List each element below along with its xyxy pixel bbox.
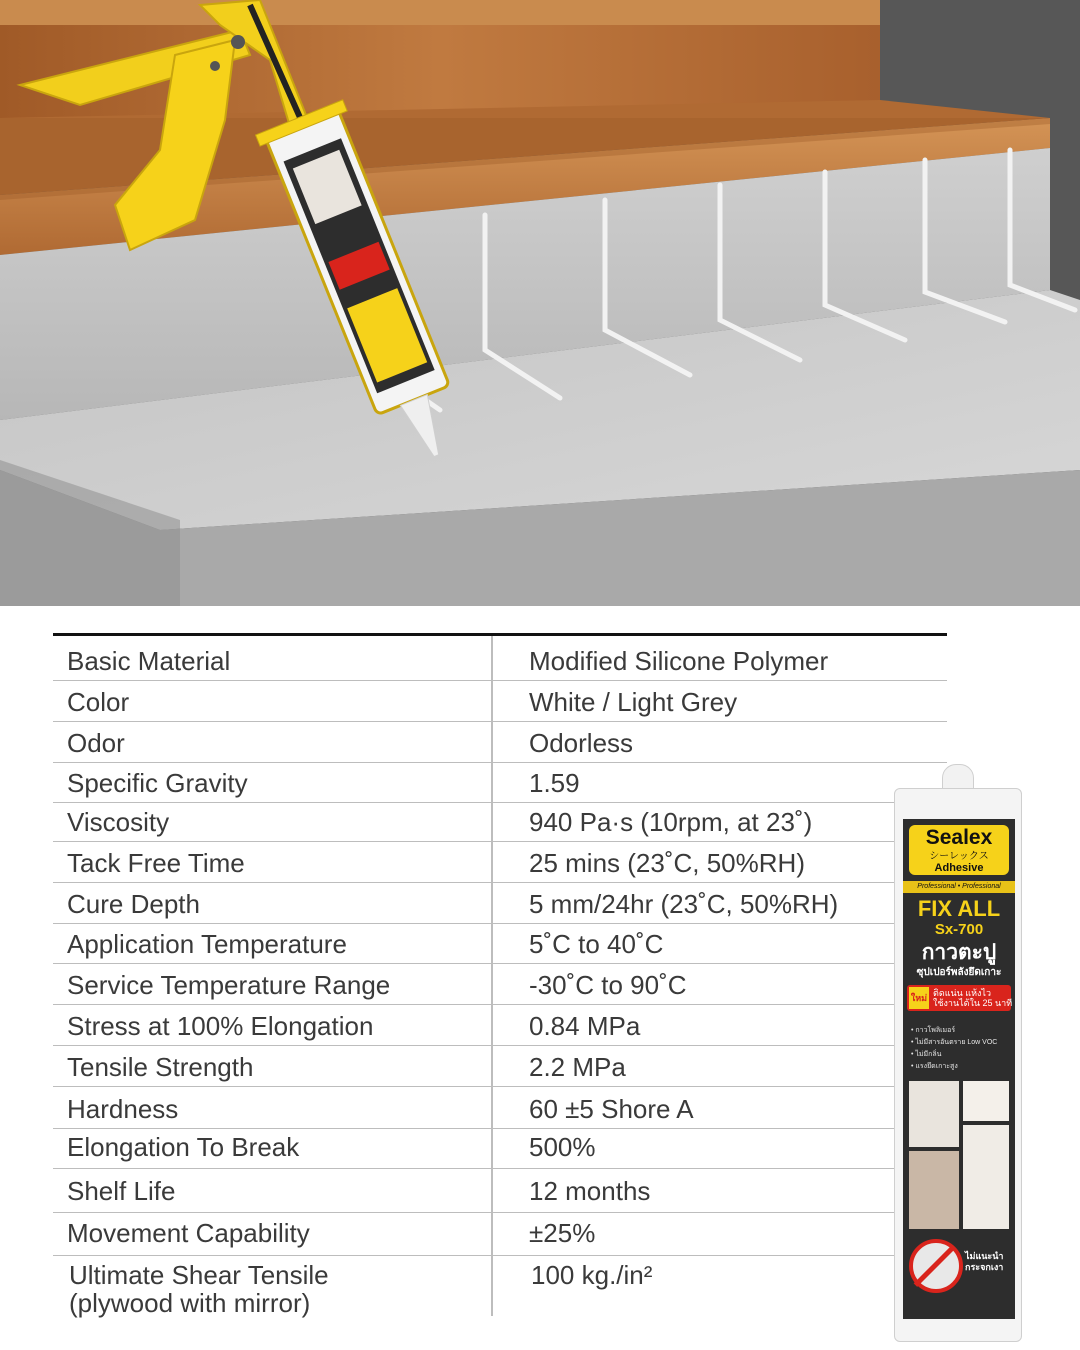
badge-text-2: ใช้งานได้ใน 25 นาที [933,998,1013,1008]
cartridge-body [894,788,1022,1342]
product-scene-illustration [0,0,1080,606]
table-row [53,889,947,924]
spec-label: Shelf Life [67,1176,176,1206]
spec-label: Elongation To Break [67,1132,300,1162]
table-row [53,929,947,964]
table-row [53,1011,947,1046]
photo-molding [963,1081,1009,1121]
brand-badge [909,825,1009,875]
spec-label-sub: (plywood with mirror) [69,1288,311,1318]
product-type: Adhesive [934,862,984,874]
warning-text-2: กระจกเงา [965,1262,1004,1272]
spec-label: Color [67,687,130,717]
thai-subtitle: ซุปเปอร์พลังยึดเกาะ [916,967,1002,978]
spec-value: 0.84 MPa [529,1011,641,1041]
spec-value: 100 kg./in² [531,1260,653,1290]
spec-value: Odorless [529,728,634,758]
table-row [53,970,947,1005]
spec-value: 500% [529,1132,596,1162]
spec-label: Tensile Strength [67,1052,254,1082]
thai-product-name: กาวตะปู [921,941,997,964]
spec-value: 1.59 [529,768,580,798]
spec-label: Cure Depth [67,889,200,919]
photo-worker [909,1151,959,1229]
photo-wall-panel [909,1081,959,1147]
spec-label: Odor [67,728,125,758]
spec-value: Modified Silicone Polymer [529,646,829,676]
product-cartridge-image [892,764,1022,1344]
list-item: • แรงยึดเกาะสูง [911,1063,958,1070]
table-row [53,848,947,883]
table-row [53,1094,947,1129]
spec-label: Basic Material [67,646,231,676]
spec-value: 940 Pa·s (10rpm, at 23˚) [529,807,813,837]
stair-illustration [0,0,1080,606]
list-item: • ไม่มีกลิ่น [911,1051,942,1058]
table-top-rule [53,633,947,636]
spec-value: ±25% [529,1218,596,1248]
new-badge: ใหม่ [909,987,929,1009]
spec-label: Movement Capability [67,1218,310,1248]
table-row [53,1218,947,1256]
warning-text: ไม่แนะนำ [965,1251,1004,1261]
brand-name: Sealex [925,826,993,849]
spec-value: 12 months [529,1176,651,1206]
spec-value: 5˚C to 40˚C [529,929,664,959]
product-model: Sx-700 [934,921,984,938]
spec-label: Tack Free Time [67,848,245,878]
table-row [53,728,947,763]
spec-label: Viscosity [67,807,170,837]
spec-value: 25 mins (23˚C, 50%RH) [529,848,805,878]
spec-value: -30˚C to 90˚C [529,970,687,1000]
spec-value: 2.2 MPa [529,1052,626,1082]
spec-label: Service Temperature Range [67,970,391,1000]
feature-list [911,1025,997,1073]
column-divider [491,636,493,1316]
list-item: • กาวโพลิเมอร์ [911,1027,956,1034]
table-row [53,1176,947,1213]
no-mirror-icon [909,1239,963,1293]
product-name: FIX ALL [917,896,1001,921]
spec-value: White / Light Grey [529,687,738,717]
table-row [53,646,947,681]
spec-label: Stress at 100% Elongation [67,1011,374,1041]
table-row [53,768,947,803]
spec-label: Application Temperature [67,929,347,959]
spec-label: Hardness [67,1094,179,1124]
spec-value: 5 mm/24hr (23˚C, 50%RH) [529,889,839,919]
photo-stairs [963,1125,1009,1229]
table-row [53,1052,947,1087]
table-row [53,687,947,722]
cartridge-label [903,819,1015,1319]
brand-jp: シーレックス [929,851,989,862]
list-item: • ไม่มีสารอันตราย Low VOC [911,1039,998,1046]
badge-text: ติดแน่น แห้งไว [933,988,992,998]
table-row [53,807,947,842]
spec-label: Ultimate Shear Tensile [69,1260,329,1290]
tagline: Professional • Professional [903,881,1015,893]
application-photos [909,1081,1009,1231]
table-row [53,1132,947,1169]
table-row [53,1260,947,1316]
spec-value: 60 ±5 Shore A [529,1094,694,1124]
feature-badge [907,985,1011,1011]
spec-label: Specific Gravity [67,768,248,798]
